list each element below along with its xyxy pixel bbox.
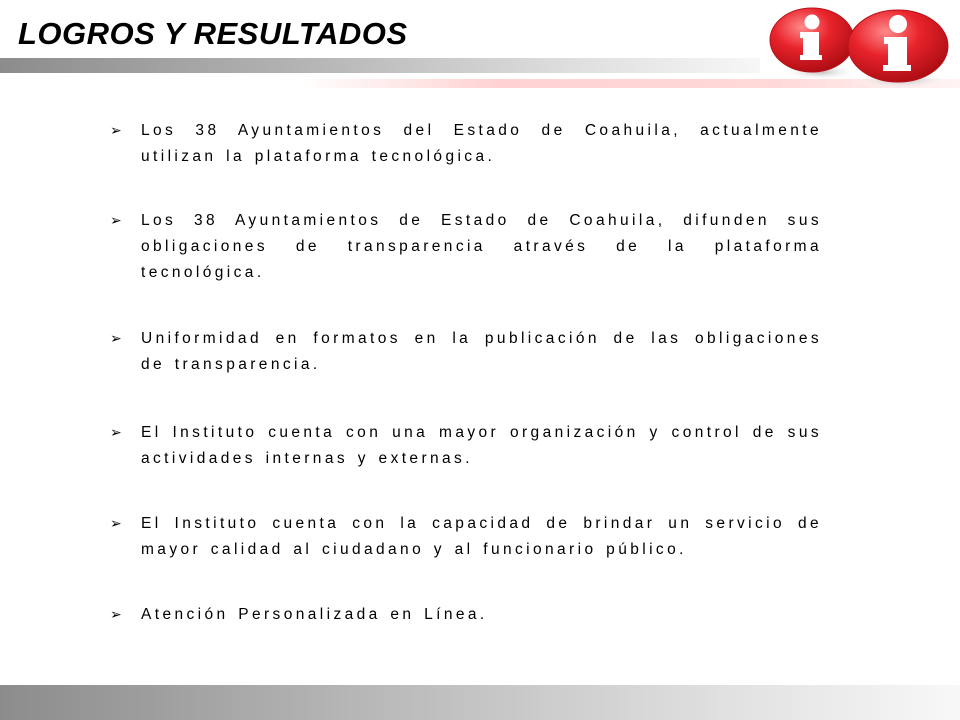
bullet-item <box>110 511 822 563</box>
arrow-right-icon: ➢ <box>110 213 122 229</box>
slide-title: LOGROS Y RESULTADOS <box>18 16 408 51</box>
arrow-right-icon: ➢ <box>110 123 122 139</box>
info-i-icon <box>760 0 960 90</box>
info-logo <box>760 0 960 90</box>
bullet-item <box>110 420 822 472</box>
bullet-text: Los 38 Ayuntamientos de Estado de Coahuila, difunden sus obligaciones de transparencia através de la plataforma tecnológica. <box>141 212 822 281</box>
arrow-right-icon: ➢ <box>110 331 122 347</box>
bullet-item <box>110 326 822 378</box>
arrow-right-icon: ➢ <box>110 607 122 623</box>
bullet-text: El Instituto cuenta con una mayor organización y control de sus actividades internas y externas. <box>141 424 822 467</box>
bullet-item <box>110 208 822 286</box>
bullet-text: Los 38 Ayuntamientos del Estado de Coahuila, actualmente utilizan la plataforma tecnológica. <box>141 122 822 165</box>
arrow-right-icon: ➢ <box>110 425 122 441</box>
bullet-text: Uniformidad en formatos en la publicación de las obligaciones de transparencia. <box>141 330 822 373</box>
arrow-right-icon: ➢ <box>110 516 122 532</box>
bullet-item <box>110 118 822 170</box>
bullet-text: El Instituto cuenta con la capacidad de brindar un servicio de mayor calidad al ciudadano y al funcionario público. <box>141 515 822 558</box>
title-underline-bar <box>0 58 760 73</box>
bullet-item <box>110 602 822 628</box>
footer-bar <box>0 685 960 720</box>
bullet-text: Atención Personalizada en Línea. <box>141 606 488 623</box>
